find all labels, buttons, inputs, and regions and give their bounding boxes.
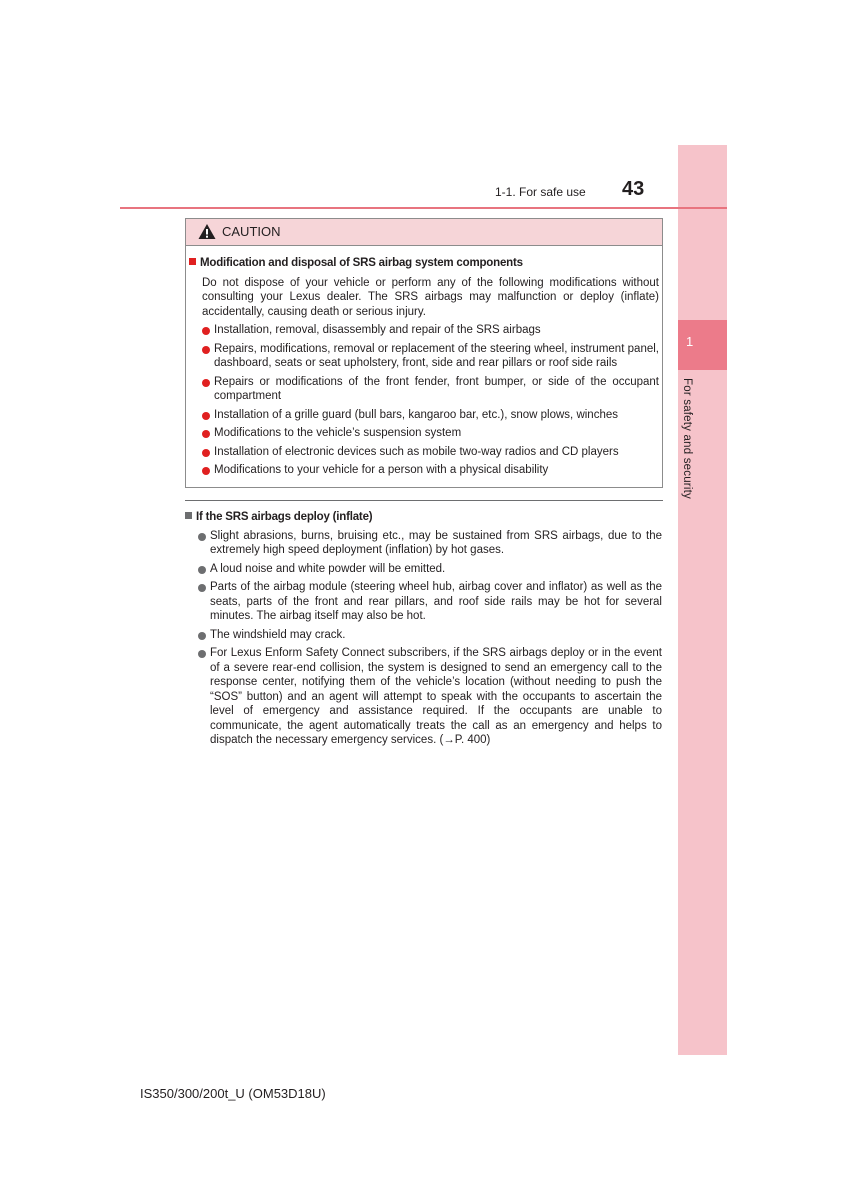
red-bullet-icon bbox=[202, 430, 210, 438]
list-item: A loud noise and white powder will be emitted. bbox=[198, 562, 662, 577]
info-heading: If the SRS airbags deploy (inflate) bbox=[185, 510, 662, 525]
caution-header bbox=[186, 219, 662, 246]
page-number: 43 bbox=[622, 178, 645, 200]
red-bullet-icon bbox=[202, 449, 210, 457]
red-bullet-icon bbox=[202, 379, 210, 387]
gray-bullet-icon bbox=[198, 650, 206, 658]
chapter-number: 1 bbox=[686, 334, 694, 349]
list-item: Installation of electronic devices such as mobile two-way radios and CD players bbox=[202, 445, 659, 460]
red-bullet-icon bbox=[202, 327, 210, 335]
gray-bullet-icon bbox=[198, 584, 206, 592]
red-bullet-icon bbox=[202, 412, 210, 420]
caution-body bbox=[189, 256, 659, 478]
list-item: Repairs or modifications of the front fender, front bumper, or side of the occupant compartment bbox=[202, 375, 659, 404]
info-list bbox=[198, 529, 662, 748]
red-bullet-icon bbox=[202, 346, 210, 354]
chapter-number-tab bbox=[678, 320, 727, 370]
caution-heading: Modification and disposal of SRS airbag system components bbox=[189, 256, 659, 271]
chapter-title: For safety and security bbox=[681, 378, 693, 499]
list-item: The windshield may crack. bbox=[198, 628, 662, 643]
warning-triangle-icon bbox=[198, 223, 216, 240]
caution-box bbox=[185, 218, 663, 488]
section-divider bbox=[185, 500, 663, 501]
airbag-deploy-section bbox=[185, 510, 662, 748]
list-item: Slight abrasions, burns, bruising etc., may be sustained from SRS airbags, due to the extremely high speed deployment (inflation) by hot gases. bbox=[198, 529, 662, 558]
header-rule bbox=[120, 207, 727, 209]
list-item: Parts of the airbag module (steering wheel hub, airbag cover and inflator) as well as the seats, parts of the front and rear pillars, and roof side rails may be hot for several minutes. The airbag itself may also be hot. bbox=[198, 580, 662, 624]
list-item: Modifications to your vehicle for a person with a physical disability bbox=[202, 463, 659, 478]
red-bullet-icon bbox=[202, 467, 210, 475]
caution-title: CAUTION bbox=[222, 224, 281, 239]
model-code-footer: IS350/300/200t_U (OM53D18U) bbox=[140, 1086, 326, 1101]
gray-bullet-icon bbox=[198, 533, 206, 541]
caution-intro: Do not dispose of your vehicle or perform any of the following modifications without consulting your Lexus dealer. The SRS airbags may malfunction or deploy (inflate) accidentally, causing death or serious injury. bbox=[202, 276, 659, 318]
caution-list bbox=[202, 323, 659, 478]
chapter-side-tab bbox=[678, 145, 727, 1055]
gray-bullet-icon bbox=[198, 632, 206, 640]
list-item: Installation of a grille guard (bull bars, kangaroo bar, etc.), snow plows, winches bbox=[202, 408, 659, 423]
list-item: Installation, removal, disassembly and repair of the SRS airbags bbox=[202, 323, 659, 338]
list-item: Modifications to the vehicle’s suspension system bbox=[202, 426, 659, 441]
red-square-bullet-icon bbox=[189, 258, 196, 265]
list-item: For Lexus Enform Safety Connect subscribers, if the SRS airbags deploy or in the event of a severe rear-end collision, the system is designed to send an emergency call to the response center, notifying them of the vehicle’s location (without needing to push the “SOS” button) and an agent will attempt to speak with the occupants to ascertain the level of emergency and assistance required. If the occupants are unable to communicate, the agent automatically treats the call as an emergency and helps to dispatch the necessary emergency services. (→P. 400) bbox=[198, 646, 662, 748]
gray-square-bullet-icon bbox=[185, 512, 192, 519]
section-title: 1-1. For safe use bbox=[495, 185, 586, 199]
gray-bullet-icon bbox=[198, 566, 206, 574]
list-item: Repairs, modifications, removal or replacement of the steering wheel, instrument panel, dashboard, seats or seat upholstery, front, side and rear pillars or roof side rails bbox=[202, 342, 659, 371]
